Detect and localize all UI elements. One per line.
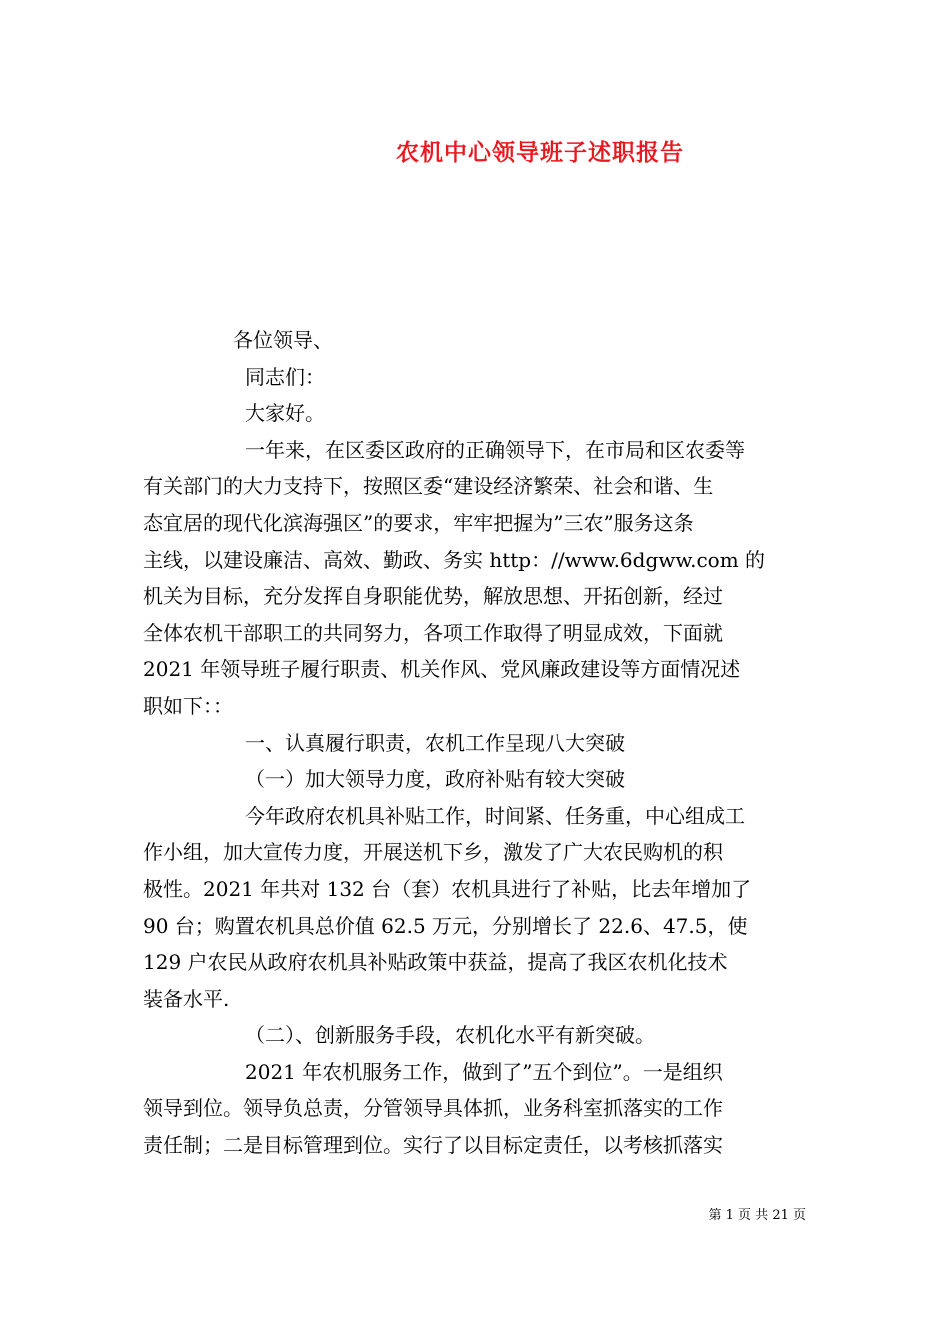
paragraph-line: 2021 年农机服务工作，做到了”五个到位”。一是组织 — [245, 1059, 723, 1084]
greeting-line: 大家好。 — [245, 401, 325, 426]
subsection-heading: （二）、创新服务手段，农机化水平有新突破。 — [245, 1023, 655, 1048]
paragraph-line: 责任制；二是目标管理到位。实行了以目标定责任，以考核抓落实 — [143, 1133, 723, 1158]
paragraph-line: 一年来，在区委区政府的正确领导下，在市局和区农委等 — [245, 437, 745, 462]
paragraph-line: 职如下：： — [143, 693, 233, 718]
document-body — [143, 322, 807, 1164]
paragraph-line: 有关部门的大力支持下，按照区委“建设经济繁荣、社会和谐、生 — [143, 474, 714, 499]
paragraph-line: 领导到位。领导负总责，分管领导具体抓，业务科室抓落实的工作 — [143, 1096, 723, 1121]
paragraph-line: 2021 年领导班子履行职责、机关作风、党风廉政建设等方面情况述 — [143, 657, 741, 682]
paragraph-line: 作小组，加大宣传力度，开展送机下乡，激发了广大农民购机的积 — [143, 840, 723, 865]
paragraph-line: 极性。2021 年共对 132 台（套）农机具进行了补贴，比去年增加了 — [143, 876, 752, 901]
salutation-line: 各位领导、 — [233, 328, 333, 352]
paragraph-line: 90 台；购置农机具总价值 62.5 万元，分别增长了 22.6、47.5，使 — [143, 913, 748, 938]
paragraph-line: 装备水平. — [143, 986, 230, 1011]
document-title: 农机中心领导班子述职报告 — [396, 139, 684, 166]
page-number: 第 1 页 共 21 页 — [708, 1208, 806, 1223]
paragraph-line: 今年政府农机具补贴工作，时间紧、任务重，中心组成工 — [245, 803, 745, 828]
paragraph-line: 129 户农民从政府农机具补贴政策中获益，提高了我区农机化技术 — [143, 950, 728, 975]
subsection-heading: （一）加大领导力度，政府补贴有较大突破 — [245, 767, 625, 792]
paragraph-line: 主线，以建设廉洁、高效、勤政、务实 http：//www.6dgww.com 的 — [143, 547, 766, 572]
paragraph-line: 全体农机干部职工的共同努力，各项工作取得了明显成效，下面就 — [143, 620, 723, 645]
paragraph-line: 态宜居的现代化滨海强区”的要求，牢牢把握为”三农”服务这条 — [143, 510, 694, 535]
salutation-line: 同志们： — [245, 364, 325, 389]
section-heading: 一、认真履行职责，农机工作呈现八大突破 — [245, 730, 625, 755]
paragraph-line: 机关为目标，充分发挥自身职能优势，解放思想、开拓创新，经过 — [143, 584, 723, 609]
